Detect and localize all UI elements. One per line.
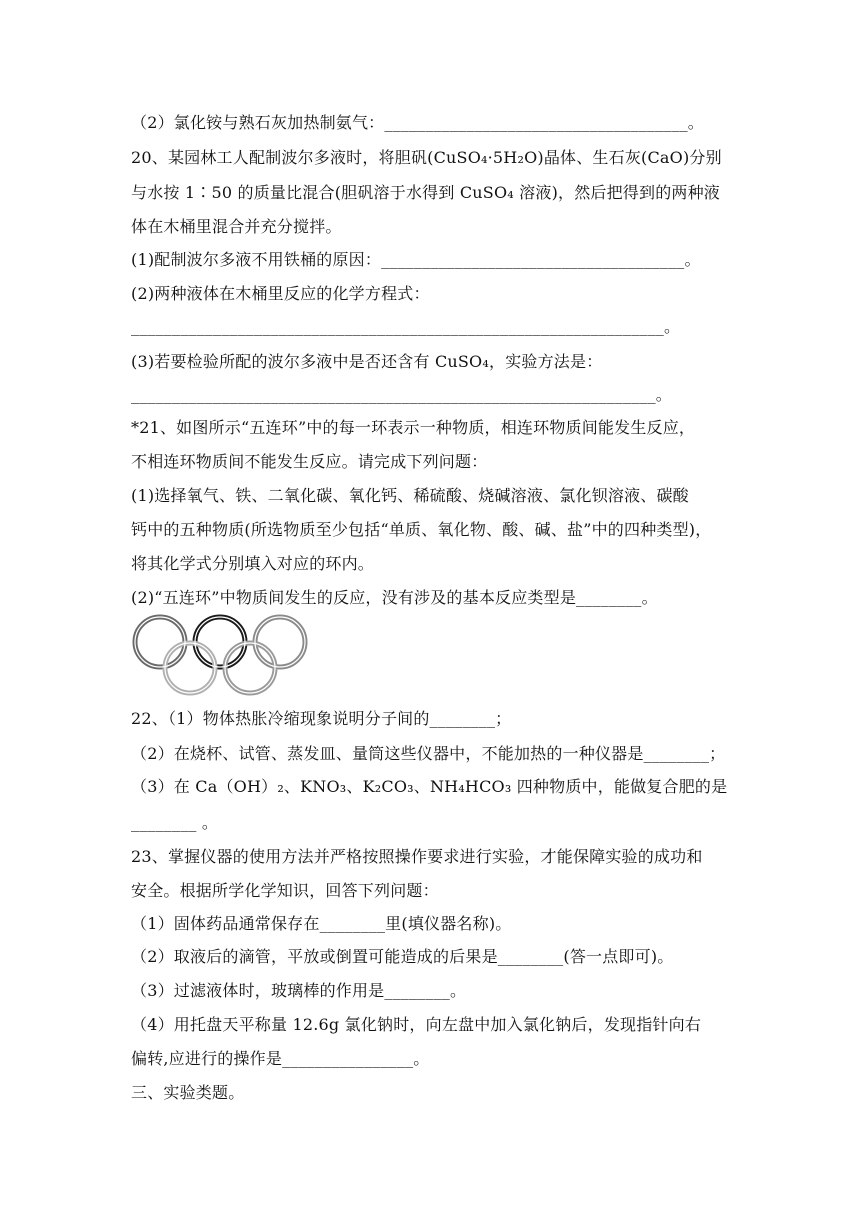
q20-part2-answer-line: _________________________________________________________________。 bbox=[131, 317, 681, 336]
q20-part1: (1)配制波尔多液不用铁桶的原因：_____________________________________。 bbox=[131, 250, 701, 269]
q21-part1-line1: (1)选择氧气、铁、二氧化碳、氧化钙、稀硫酸、烧碱溶液、氯化钡溶液、碳酸 bbox=[131, 486, 689, 505]
q21-stem-line1: *21、如图所示“五连环”中的每一环表示一种物质，相连环物质间能发生反应， bbox=[131, 418, 696, 437]
q20-part2: (2)两种液体在木桶里反应的化学方程式： bbox=[131, 284, 430, 303]
q23-part2: （2）取液后的滴管，平放或倒置可能造成的后果是________(答一点即可)。 bbox=[131, 947, 674, 966]
q22-part3-answer: ________ 。 bbox=[131, 813, 219, 832]
q21-stem-line2: 不相连环物质间不能发生反应。请完成下列问题： bbox=[131, 452, 488, 471]
q19-part2: （2）氯化铵与熟石灰加热制氨气：_____________________________________。 bbox=[131, 113, 704, 132]
q20-stem-line2: 与水按 1∶50 的质量比混合(胆矾溶于水得到 CuSO₄ 溶液)，然后把得到的两种液 bbox=[131, 183, 721, 202]
q23-stem-line1: 23、掌握仪器的使用方法并严格按照操作要求进行实验，才能保障实验的成功和 bbox=[131, 847, 703, 866]
q20-part3-answer-line: ________________________________________________________________。 bbox=[131, 385, 672, 404]
q20-stem-line1: 20、某园林工人配制波尔多液时，将胆矾(CuSO₄·5H₂O)晶体、生石灰(CaO)分别 bbox=[131, 148, 722, 167]
five-rings-figure bbox=[130, 612, 310, 700]
q23-part1: （1）固体药品通常保存在________里(填仪器名称)。 bbox=[131, 914, 512, 933]
q21-part1-line2: 钙中的五种物质(所选物质至少包括“单质、氧化物、酸、碱、盐”中的四种类型)， bbox=[131, 520, 712, 539]
q20-part3: (3)若要检验所配的波尔多液中是否还含有 CuSO₄，实验方法是： bbox=[131, 352, 603, 371]
q23-stem-line2: 安全。根据所学化学知识，回答下列问题： bbox=[131, 881, 439, 900]
q21-part1-line3: 将其化学式分别填入对应的环内。 bbox=[131, 554, 375, 573]
q23-part4-line2: 偏转,应进行的操作是________________。 bbox=[131, 1049, 430, 1068]
q22-part2: （2）在烧杯、试管、蒸发皿、量筒这些仪器中，不能加热的一种仪器是________； bbox=[131, 744, 726, 763]
q22-part1: 22、（1）物体热胀冷缩现象说明分子间的________； bbox=[131, 709, 512, 728]
section-three-heading: 三、实验类题。 bbox=[131, 1083, 245, 1102]
q21-part2: (2)“五连环”中物质间发生的反应，没有涉及的基本反应类型是________。 bbox=[131, 588, 658, 607]
q22-part3: （3）在 Ca（OH）₂、KNO₃、K₂CO₃、NH₄HCO₃ 四种物质中，能做复合肥的是 bbox=[131, 777, 728, 796]
q23-part4-line1: （4）用托盘天平称量 12.6g 氯化钠时，向左盘中加入氯化钠后，发现指针向右 bbox=[131, 1015, 702, 1034]
q20-stem-line3: 体在木桶里混合并充分搅拌。 bbox=[131, 217, 342, 236]
q23-part3: （3）过滤液体时，玻璃棒的作用是________。 bbox=[131, 981, 467, 1000]
